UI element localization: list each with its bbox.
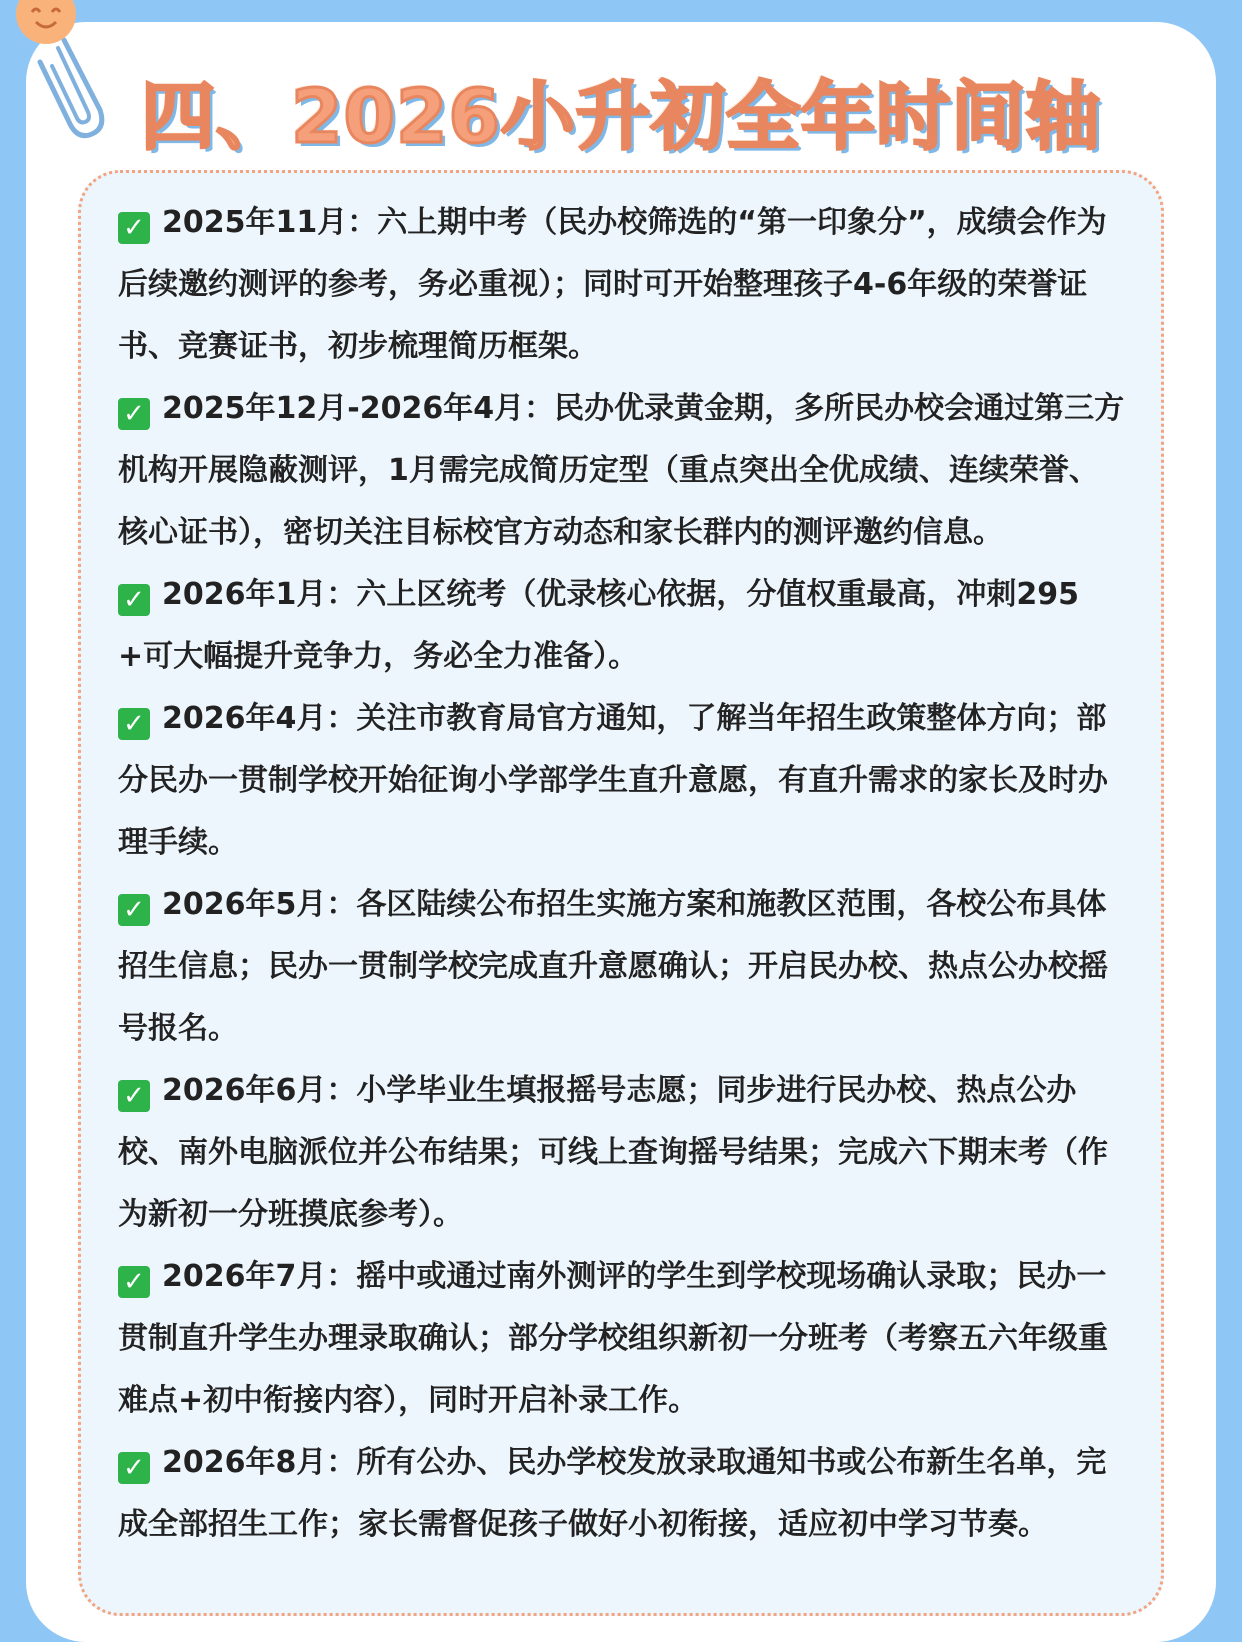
timeline-item-text: 2026年4月：关注市教育局官方通知，了解当年招生政策整体方向；部分民办一贯制学校开始征询小学部学生直升意愿，有直升需求的家长及时办理手续。: [118, 701, 1108, 860]
timeline-item-text: 2026年7月：摇中或通过南外测评的学生到学校现场确认录取；民办一贯制直升学生办理录取确认；部分学校组织新初一分班考（考察五六年级重难点+初中衔接内容），同时开启补录工作。: [118, 1259, 1108, 1418]
timeline-item-text: 2026年5月：各区陆续公布招生实施方案和施教区范围，各校公布具体招生信息；民办一贯制学校完成直升意愿确认；开启民办校、热点公办校摇号报名。: [118, 887, 1108, 1046]
check-mark-icon: ✓: [118, 212, 150, 244]
timeline-item: [118, 564, 1128, 688]
timeline-item: [118, 1432, 1128, 1556]
check-mark-icon: ✓: [118, 1452, 150, 1484]
timeline-item-text: 2026年6月：小学毕业生填报摇号志愿；同步进行民办校、热点公办校、南外电脑派位并公布结果；可线上查询摇号结果；完成六下期末考（作为新初一分班摸底参考）。: [118, 1073, 1108, 1232]
timeline-item: [118, 688, 1128, 874]
page-title: 四、2026小升初全年时间轴: [141, 74, 1101, 160]
check-mark-icon: ✓: [118, 584, 150, 616]
timeline-item: [118, 378, 1128, 564]
timeline-item-text: 2026年1月：六上区统考（优录核心依据，分值权重最高，冲刺295+可大幅提升竞争力，务必全力准备）。: [118, 577, 1079, 674]
check-mark-icon: ✓: [118, 894, 150, 926]
timeline-item: [118, 874, 1128, 1060]
timeline-item-text: 2025年12月-2026年4月：民办优录黄金期，多所民办校会通过第三方机构开展隐蔽测评，1月需完成简历定型（重点突出全优成绩、连续荣誉、核心证书），密切关注目标校官方动态和家长群内的测评邀约信息。: [118, 391, 1125, 550]
check-mark-icon: ✓: [118, 708, 150, 740]
timeline-list: [118, 192, 1128, 1556]
check-mark-icon: ✓: [118, 398, 150, 430]
timeline-item: [118, 1060, 1128, 1246]
timeline-item-text: 2025年11月：六上期中考（民办校筛选的“第一印象分”，成绩会作为后续邀约测评的参考，务必重视）；同时可开始整理孩子4-6年级的荣誉证书、竞赛证书，初步梳理简历框架。: [118, 205, 1107, 364]
check-mark-icon: ✓: [118, 1266, 150, 1298]
timeline-item: [118, 192, 1128, 378]
timeline-item: [118, 1246, 1128, 1432]
timeline-item-text: 2026年8月：所有公办、民办学校发放录取通知书或公布新生名单，完成全部招生工作；家长需督促孩子做好小初衔接，适应初中学习节奏。: [118, 1445, 1107, 1542]
check-mark-icon: ✓: [118, 1080, 150, 1112]
